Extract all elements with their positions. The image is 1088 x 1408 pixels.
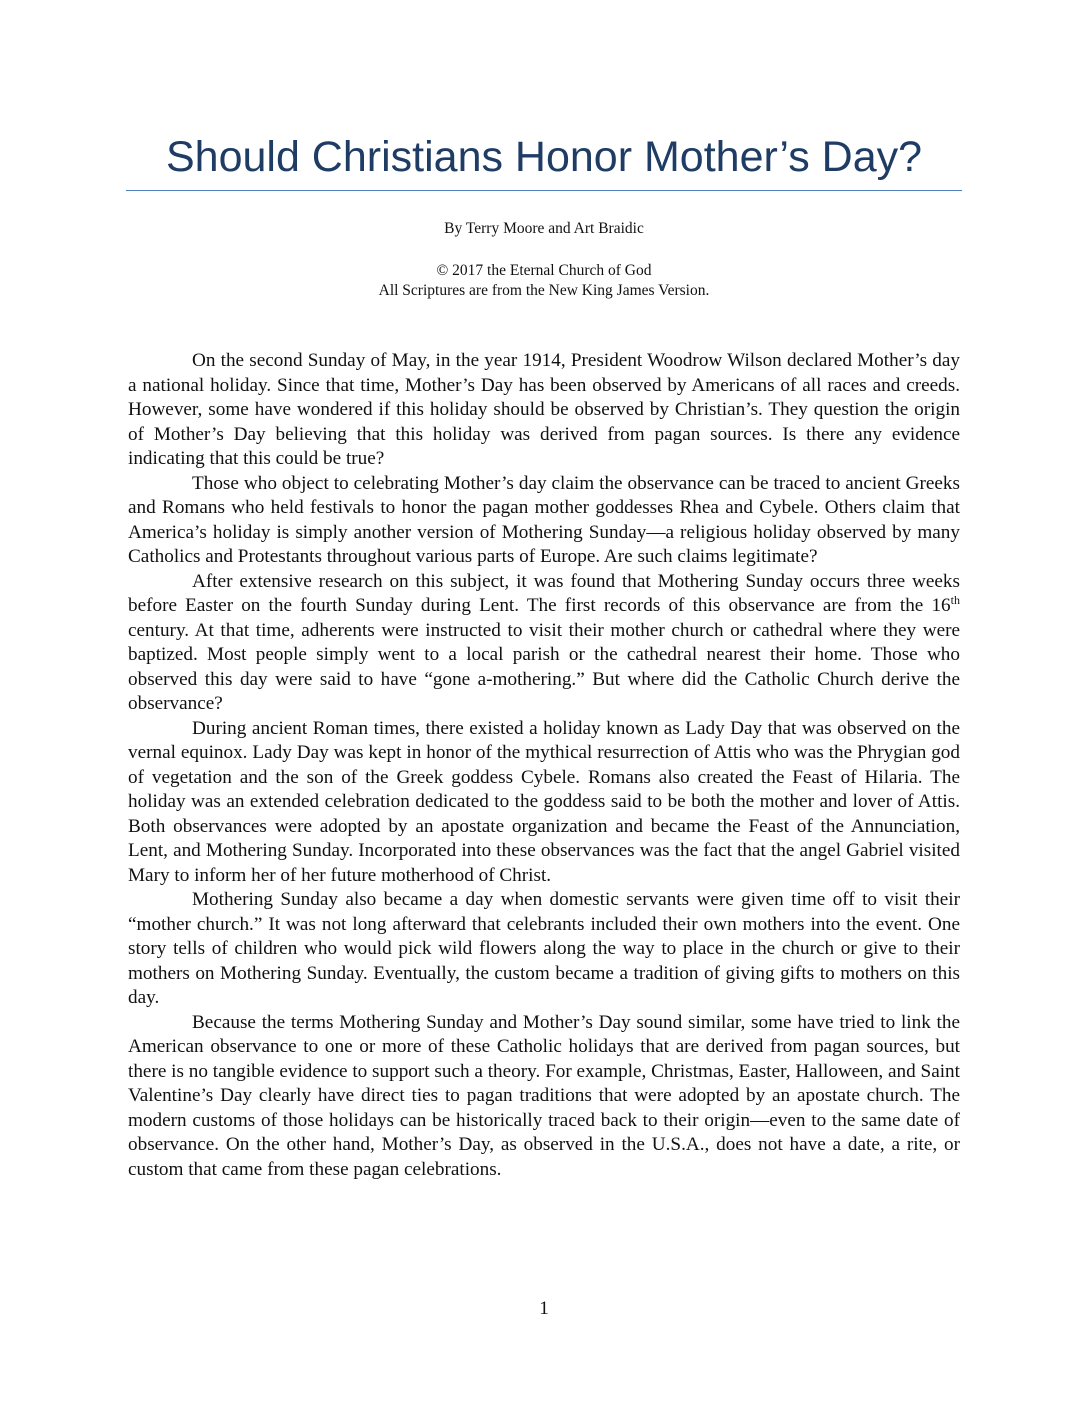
copyright-block [126, 261, 962, 301]
paragraph-3-text-a: After extensive research on this subject, it was found that Mothering Sunday occurs three weeks before Easter on the fourth Sunday during Lent. The first records of this observance are from the 16 [128, 570, 960, 616]
copyright-line: © 2017 the Eternal Church of God [436, 262, 652, 279]
scripture-note: All Scriptures are from the New King James Version. [378, 282, 710, 299]
document-title: Should Christians Honor Mother’s Day? [165, 133, 923, 181]
ordinal-superscript: th [950, 593, 960, 607]
paragraph-6: Because the terms Mothering Sunday and Mother’s Day sound similar, some have tried to link the American observance to one or more of these Catholic holidays that are derived from pagan sources, but there is no tangible evidence to support such a theory. For example, Christmas, Easter, Halloween, and Saint Valentine’s Day clearly have direct ties to pagan traditions that were adopted by an apostate church. The modern customs of those holidays can be historically traced back to their origin—even to the same date of observance. On the other hand, Mother’s Day, as observed in the U.S.A., does not have a date, a rite, or custom that came from these pagan celebrations. [128, 1011, 960, 1180]
paragraph-3-text-b: century. At that time, adherents were instructed to visit their mother church or cathedral where they were baptized. Most people simply went to a local parish or the cathedral nearest their home. Those who observed this day were said to have “gone a-mothering.” But where did the Catholic Church derive the observance? [128, 619, 960, 714]
paragraph-3 [128, 570, 960, 717]
title-underline-rule [126, 190, 962, 191]
paragraph-4: During ancient Roman times, there existed a holiday known as Lady Day that was observed on the vernal equinox. Lady Day was kept in honor of the mythical resurrection of Attis who was the Phrygian god of vegetation and the son of the Greek goddess Cybele. Romans also created the Feast of Hilaria. The holiday was an extended celebration dedicated to the goddess said to be both the mother and lover of Attis. Both observances were adopted by an apostate organization and became the Feast of the Annunciation, Lent, and Mothering Sunday. Incorporated into these observances was the fact that the angel Gabriel visited Mary to inform her of her future motherhood of Christ. [128, 717, 960, 886]
paragraph-1: On the second Sunday of May, in the year 1914, President Woodrow Wilson declared Mother’s day a national holiday. Since that time, Mother’s Day has been observed by Americans of all races and creeds. However, some have wondered if this holiday should be observed by Christian’s. They question the origin of Mother’s Day believing that this holiday was derived from pagan sources. Is there any evidence indicating that this could be true? [128, 350, 960, 469]
byline: By Terry Moore and Art Braidic [444, 220, 644, 237]
page-number: 1 [539, 1298, 549, 1319]
paragraph-5: Mothering Sunday also became a day when domestic servants were given time off to visit their “mother church.” It was not long afterward that celebrants included their own mothers into the event. One story tells of children who would pick wild flowers along the way to place in the church or give to their mothers on Mothering Sunday. Eventually, the custom became a tradition of giving gifts to mothers on this day. [128, 889, 960, 1008]
article-body [128, 349, 960, 1182]
paragraph-2: Those who object to celebrating Mother’s day claim the observance can be traced to ancient Greeks and Romans who held festivals to honor the pagan mother goddesses Rhea and Cybele. Others claim that America’s holiday is simply another version of Mothering Sunday—a religious holiday observed by many Catholics and Protestants throughout various parts of Europe. Are such claims legitimate? [128, 472, 960, 567]
